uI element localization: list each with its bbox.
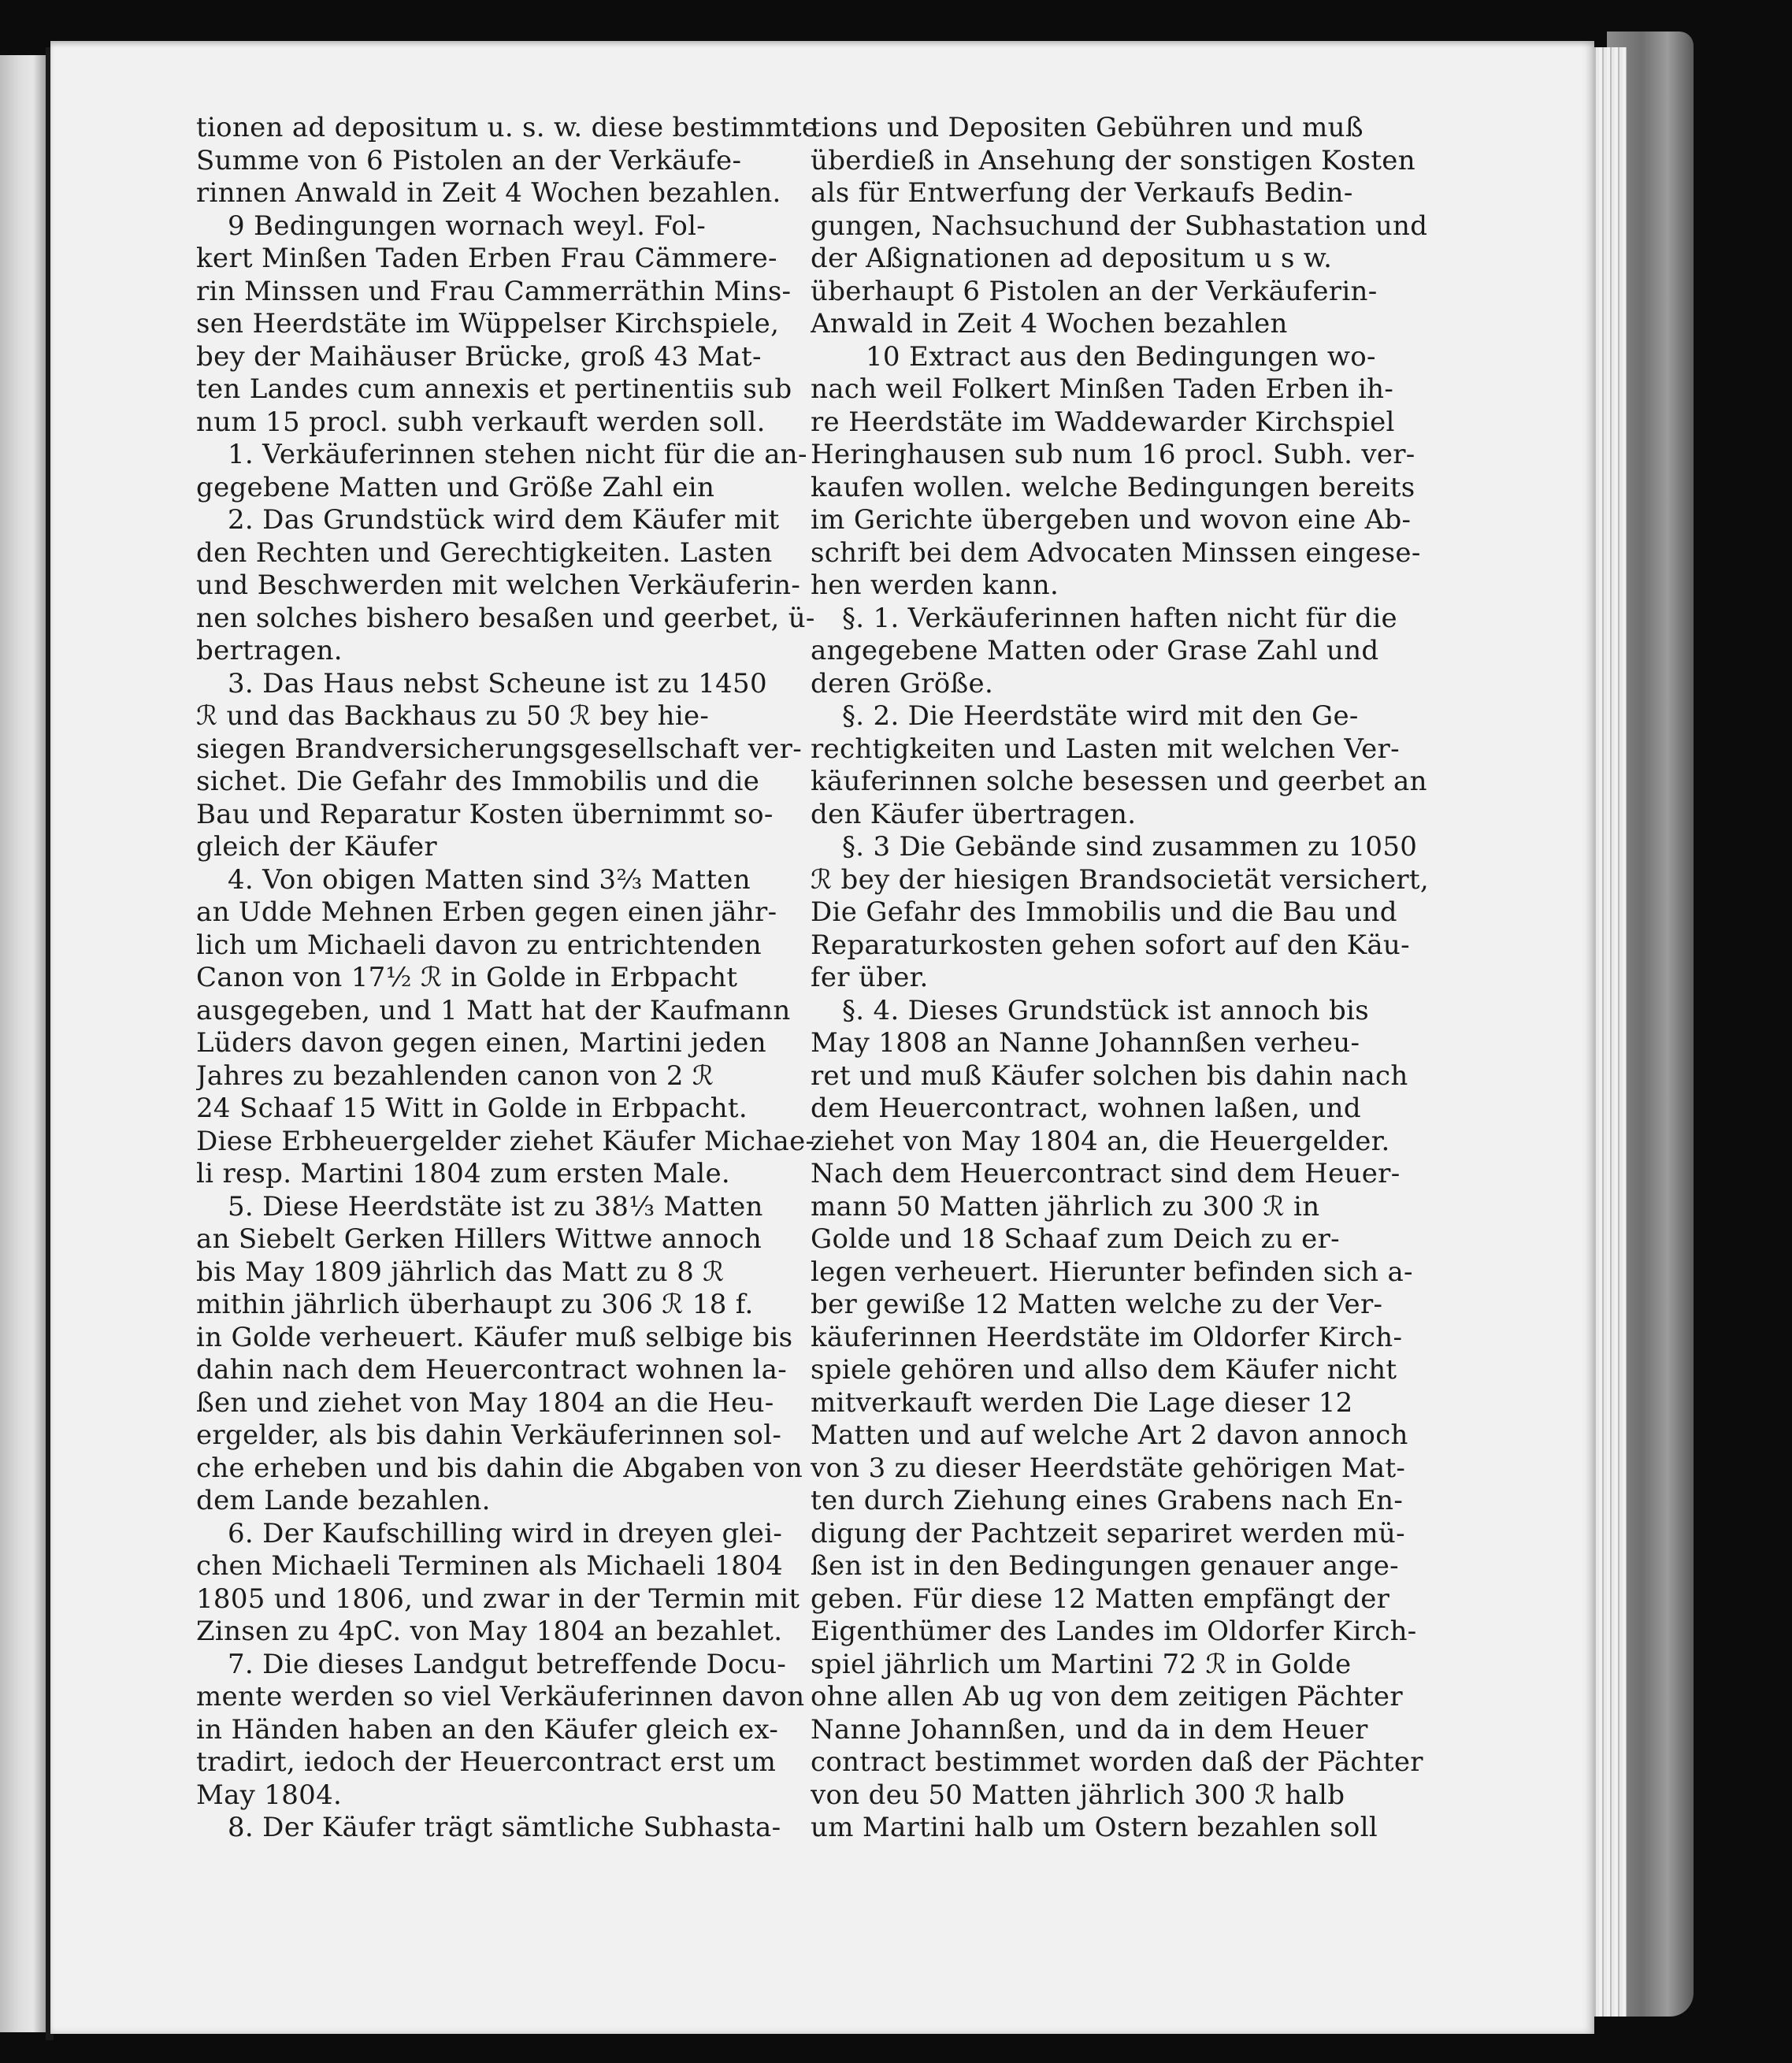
text-line: re Heerdstäte im Waddewarder Kirchspiel <box>811 406 1395 438</box>
text-line: 7. Die dieses Landgut betreffende Docu- <box>228 1648 787 1680</box>
text-line: 6. Der Kaufschilling wird in dreyen glei- <box>228 1517 783 1549</box>
text-line: den Rechten und Gerechtigkeiten. Lasten <box>196 536 773 569</box>
text-line: mente werden so viel Verkäuferinnen davon <box>196 1681 805 1712</box>
text-line: Bau und Reparatur Kosten übernimmt so- <box>196 798 774 830</box>
text-line: Golde und 18 Schaaf zum Deich zu er- <box>811 1223 1340 1255</box>
text-line: che erheben und bis dahin die Abgaben von <box>196 1452 803 1484</box>
text-line: 1805 und 1806, und zwar in der Termin mit <box>196 1582 800 1615</box>
text-line: 24 Schaaf 15 Witt in Golde in Erbpacht. <box>196 1093 748 1124</box>
text-line: siegen Brandversicherungsgesellschaft ver- <box>196 733 803 765</box>
text-line: bey der Maihäuser Brücke, groß 43 Mat- <box>196 340 762 373</box>
text-line: schrift bei dem Advocaten Minssen eingese- <box>811 536 1421 569</box>
text-line: Matten und auf welche Art 2 davon annoch <box>811 1419 1408 1451</box>
text-line: Heringhausen sub num 16 procl. Subh. ver- <box>811 439 1415 470</box>
text-line: May 1808 an Nanne Johannßen verheu- <box>811 1027 1360 1059</box>
text-line: §. 2. Die Heerdstäte wird mit den Ge- <box>842 700 1359 732</box>
text-line: rin Minssen und Frau Cammerräthin Mins- <box>196 275 792 307</box>
text-line: contract bestimmet worden daß der Pächter <box>811 1746 1423 1778</box>
text-line: kaufen wollen. welche Bedingungen bereits <box>811 471 1415 503</box>
text-line: nach weil Folkert Minßen Taden Erben ih- <box>811 373 1394 405</box>
text-line: 5. Diese Heerdstäte ist zu 38⅓ Matten <box>228 1190 763 1223</box>
text-line: ret und muß Käufer solchen bis dahin nach <box>811 1059 1408 1092</box>
text-line: Canon von 17½ ℛ in Golde in Erbpacht <box>196 962 738 993</box>
text-line: spiel jährlich um Martini 72 ℛ in Golde <box>811 1648 1352 1680</box>
text-line: chen Michaeli Terminen als Michaeli 1804 <box>196 1550 784 1582</box>
text-line: geben. Für diese 12 Matten empfängt der <box>811 1582 1390 1615</box>
text-line: an Udde Mehnen Erben gegen einen jähr- <box>196 896 777 928</box>
text-line: 9 Bedingungen wornach weyl. Fol- <box>228 210 707 242</box>
text-line: 1. Verkäuferinnen stehen nicht für die an- <box>228 439 807 470</box>
text-line: digung der Pachtzeit separiret werden mü- <box>811 1517 1405 1549</box>
text-line: Eigenthümer des Landes im Oldorfer Kirch- <box>811 1616 1417 1647</box>
text-line: fer über. <box>811 962 929 993</box>
book-page <box>50 41 1594 2034</box>
text-line: §. 1. Verkäuferinnen haften nicht für die <box>842 602 1397 634</box>
text-line: mitverkauft werden Die Lage dieser 12 <box>811 1386 1353 1419</box>
text-line: bertragen. <box>196 635 343 666</box>
text-line: ℛ bey der hiesigen Brandsocietät versichert, <box>811 863 1430 896</box>
text-line: ßen und ziehet von May 1804 an die Heu- <box>196 1386 774 1419</box>
text-line: Nach dem Heuercontract sind dem Heuer- <box>811 1158 1401 1189</box>
text-line: käuferinnen Heerdstäte im Oldorfer Kirch- <box>811 1321 1403 1353</box>
text-line: spiele gehören und allso dem Käufer nicht <box>811 1354 1397 1386</box>
text-line: rinnen Anwald in Zeit 4 Wochen bezahlen. <box>196 177 781 209</box>
text-line: dahin nach dem Heuercontract wohnen la- <box>196 1354 788 1386</box>
text-line: in Händen haben an den Käufer gleich ex- <box>196 1713 779 1746</box>
text-line: tions und Depositen Gebühren und muß <box>811 112 1363 143</box>
text-line: käuferinnen solche besessen und geerbet an <box>811 766 1427 797</box>
text-line: ausgegeben, und 1 Matt hat der Kaufmann <box>196 994 791 1026</box>
text-line: an Siebelt Gerken Hillers Wittwe annoch <box>196 1223 762 1255</box>
text-line: Die Gefahr des Immobilis und die Bau und <box>811 896 1397 928</box>
text-line: überdieß in Ansehung der sonstigen Kosten <box>811 144 1415 176</box>
text-line: hen werden kann. <box>811 570 1059 601</box>
text-line: dem Heuercontract, wohnen laßen, und <box>811 1093 1361 1124</box>
text-line: tionen ad depositum u. s. w. diese bestimmte <box>196 112 818 143</box>
text-line: gleich der Käufer <box>196 831 437 863</box>
text-line: §. 3 Die Gebände sind zusammen zu 1050 <box>842 831 1418 863</box>
text-line: als für Entwerfung der Verkaufs Bedin- <box>811 177 1353 209</box>
text-line: um Martini halb um Ostern bezahlen soll <box>811 1812 1378 1843</box>
text-line: 2. Das Grundstück wird dem Käufer mit <box>228 504 780 536</box>
text-line: ten durch Ziehung eines Grabens nach En- <box>811 1485 1404 1516</box>
text-line: tradirt, iedoch der Heuercontract erst um <box>196 1746 777 1778</box>
right-text-column <box>811 112 1433 1845</box>
text-line: nen solches bishero besaßen und geerbet, ü- <box>196 602 815 634</box>
text-line: ten Landes cum annexis et pertinentiis sub <box>196 373 792 405</box>
text-line: li resp. Martini 1804 zum ersten Male. <box>196 1158 731 1189</box>
left-text-column <box>196 112 826 1845</box>
text-line: Lüders davon gegen einen, Martini jeden <box>196 1027 766 1059</box>
text-line: 3. Das Haus nebst Scheune ist zu 1450 <box>228 667 767 699</box>
text-line: deren Größe. <box>811 667 994 699</box>
text-line: in Golde verheuert. Käufer muß selbige bis <box>196 1321 793 1353</box>
text-line: den Käufer übertragen. <box>811 798 1137 830</box>
facing-page-edge <box>0 55 47 2032</box>
text-line: lich um Michaeli davon zu entrichtenden <box>196 929 762 961</box>
text-line: ziehet von May 1804 an, die Heuergelder. <box>811 1125 1390 1157</box>
text-line: Nanne Johannßen, und da in dem Heuer <box>811 1713 1368 1746</box>
text-line: Summe von 6 Pistolen an der Verkäufe- <box>196 144 742 176</box>
text-line: angegebene Matten oder Grase Zahl und <box>811 635 1379 666</box>
text-line: ℛ und das Backhaus zu 50 ℛ bey hie- <box>196 700 710 732</box>
text-line: Diese Erbheuergelder ziehet Käufer Michae- <box>196 1125 815 1157</box>
text-line: kert Minßen Taden Erben Frau Cämmere- <box>196 243 777 274</box>
text-line: gungen, Nachsuchund der Subhastation und <box>811 210 1428 242</box>
text-line: ßen ist in den Bedingungen genauer ange- <box>811 1550 1399 1582</box>
text-line: sen Heerdstäte im Wüppelser Kirchspiele, <box>196 308 780 340</box>
text-line: von deu 50 Matten jährlich 300 ℛ halb <box>811 1779 1345 1811</box>
text-line: mann 50 Matten jährlich zu 300 ℛ in <box>811 1190 1320 1223</box>
text-line: bis May 1809 jährlich das Matt zu 8 ℛ <box>196 1256 725 1288</box>
text-line: legen verheuert. Hierunter befinden sich a- <box>811 1256 1413 1288</box>
text-line: May 1804. <box>196 1779 343 1811</box>
text-line: und Beschwerden mit welchen Verkäuferin- <box>196 570 801 601</box>
text-line: von 3 zu dieser Heerdstäte gehörigen Mat- <box>811 1452 1406 1484</box>
text-line: 8. Der Käufer trägt sämtliche Subhasta- <box>228 1812 781 1843</box>
text-line: Jahres zu bezahlenden canon von 2 ℛ <box>196 1059 714 1092</box>
text-line: 10 Extract aus den Bedingungen wo- <box>866 340 1376 373</box>
text-line: §. 4. Dieses Grundstück ist annoch bis <box>842 994 1369 1026</box>
text-line: der Aßignationen ad depositum u s w. <box>811 243 1333 274</box>
text-line: Zinsen zu 4pC. von May 1804 an bezahlet. <box>196 1616 783 1647</box>
text-line: überhaupt 6 Pistolen an der Verkäuferin- <box>811 275 1378 307</box>
text-line: Reparaturkosten gehen sofort auf den Käu- <box>811 929 1410 961</box>
text-line: mithin jährlich überhaupt zu 306 ℛ 18 f. <box>196 1289 754 1320</box>
text-line: Anwald in Zeit 4 Wochen bezahlen <box>811 308 1288 340</box>
text-line: rechtigkeiten und Lasten mit welchen Ver- <box>811 733 1400 765</box>
text-line: ber gewiße 12 Matten welche zu der Ver- <box>811 1289 1383 1320</box>
text-line: sichet. Die Gefahr des Immobilis und die <box>196 766 760 797</box>
text-line: im Gerichte übergeben und wovon eine Ab- <box>811 504 1412 536</box>
text-line: ohne allen Ab ug von dem zeitigen Pächter <box>811 1681 1403 1712</box>
text-line: 4. Von obigen Matten sind 3⅔ Matten <box>228 863 751 896</box>
text-line: dem Lande bezahlen. <box>196 1485 491 1516</box>
text-line: ergelder, als bis dahin Verkäuferinnen sol- <box>196 1419 782 1451</box>
text-line: num 15 procl. subh verkauft werden soll. <box>196 406 766 438</box>
text-line: gegebene Matten und Größe Zahl ein <box>196 471 715 503</box>
